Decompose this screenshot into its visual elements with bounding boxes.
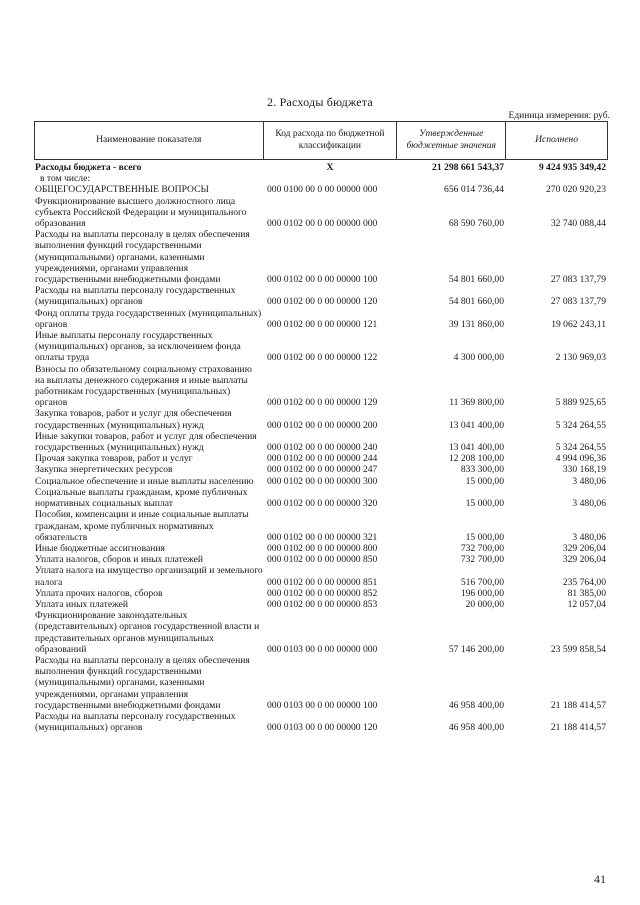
row-approved: 11 369 800,00 <box>449 397 504 409</box>
row-executed: 27 083 137,79 <box>550 274 606 286</box>
unit-label: Единица измерения: руб. <box>508 111 610 121</box>
row-code: 000 0102 00 0 00 00000 122 <box>267 352 378 364</box>
table-row <box>34 173 608 184</box>
row-approved: 15 000,00 <box>465 498 504 510</box>
row-name: Пособия, компенсации и иные социальные выплаты гражданам, кроме публичных нормативных обязательств <box>35 509 249 543</box>
row-code: 000 0102 00 0 00 00000 852 <box>267 587 378 599</box>
header-code: Код расхода по бюджетной классификации <box>263 122 397 160</box>
row-code <box>263 173 397 184</box>
row-executed: 32 740 088,44 <box>550 218 606 230</box>
row-executed: 27 083 137,79 <box>550 296 606 308</box>
row-code: 000 0102 00 0 00 00000 121 <box>267 318 378 330</box>
row-approved: 68 590 760,00 <box>448 218 504 230</box>
table-row <box>34 565 608 587</box>
table-row <box>34 476 608 487</box>
header-name: Наименование показателя <box>35 122 264 160</box>
row-approved: 516 700,00 <box>460 576 504 588</box>
row-approved: 12 208 100,00 <box>448 453 504 465</box>
row-name: Взносы по обязательному социальному страхованию на выплаты денежного содержания и иные выплаты работникам государственных (муниципальных) органов <box>35 363 252 409</box>
row-executed <box>506 173 608 184</box>
header-executed: Исполнено <box>506 122 608 160</box>
row-name: Уплата налогов, сборов и иных платежей <box>35 554 204 566</box>
row-approved <box>397 173 506 184</box>
row-name: Иные закупки товаров, работ и услуг для обеспечения государственных (муниципальных) нужд <box>35 430 257 454</box>
row-name: Расходы на выплаты персоналу в целях обеспечения выполнения функций государственными (муниципальными) органами, казенными учреждениями, органами управления государственными внебюджетными фондами <box>35 229 250 286</box>
row-approved: 54 801 660,00 <box>448 296 504 308</box>
row-approved: 39 131 860,00 <box>448 318 504 330</box>
row-approved: 4 300 000,00 <box>453 352 504 364</box>
row-code: 000 0102 00 0 00 00000 000 <box>267 218 378 230</box>
row-code: 000 0102 00 0 00 00000 320 <box>267 498 378 510</box>
row-approved: 54 801 660,00 <box>448 274 504 286</box>
row-executed: 5 324 264,55 <box>555 442 606 454</box>
table-row <box>34 196 608 230</box>
table-row <box>34 453 608 464</box>
row-executed: 270 020 920,23 <box>546 184 606 196</box>
table-row <box>34 464 608 475</box>
row-code: 000 0102 00 0 00 00000 800 <box>267 542 378 554</box>
row-approved: 20 000,00 <box>465 598 504 610</box>
row-code: 000 0102 00 0 00 00000 120 <box>267 296 378 308</box>
table-row <box>34 308 608 330</box>
row-name: Уплата иных платежей <box>35 598 129 610</box>
table-row <box>34 655 608 711</box>
row-name: Уплата налога на имущество организаций и земельного налога <box>35 565 263 588</box>
row-name: ОБЩЕГОСУДАРСТВЕННЫЕ ВОПРОСЫ <box>35 184 209 196</box>
table-row <box>34 431 608 453</box>
row-executed: 4 994 096,36 <box>555 453 606 465</box>
table-row <box>34 588 608 599</box>
row-approved: 13 041 400,00 <box>448 442 504 454</box>
row-code: 000 0103 00 0 00 00000 120 <box>267 722 378 734</box>
table-row <box>34 509 608 543</box>
row-name: Социальные выплаты гражданам, кроме публичных нормативных социальных выплат <box>35 486 248 510</box>
row-code: 000 0103 00 0 00 00000 000 <box>267 643 378 655</box>
row-name: Закупка товаров, работ и услуг для обеспечения государственных (муниципальных) нужд <box>35 408 232 431</box>
row-executed: 21 188 414,57 <box>550 699 606 711</box>
table-row <box>34 162 608 173</box>
table-row <box>34 599 608 610</box>
row-executed: 21 188 414,57 <box>550 722 606 734</box>
row-executed: 3 480,06 <box>572 475 606 487</box>
row-approved: 46 958 400,00 <box>448 699 504 711</box>
row-approved: 656 014 736,44 <box>444 184 504 196</box>
row-code: 000 0102 00 0 00 00000 851 <box>267 576 378 588</box>
row-approved: 732 700,00 <box>460 542 504 554</box>
row-code: 000 0102 00 0 00 00000 240 <box>267 442 378 454</box>
section-title: 2. Расходы бюджета <box>267 95 373 109</box>
header-approved: Утвержденные бюджетные значения <box>397 122 506 160</box>
row-name: Социальное обеспечение и иные выплаты населению <box>35 475 254 487</box>
row-name: Расходы на выплаты персоналу государственных (муниципальных) органов <box>35 285 236 308</box>
row-approved: 13 041 400,00 <box>448 419 504 431</box>
table-body <box>34 162 608 733</box>
row-executed: 329 206,04 <box>562 542 606 554</box>
row-name: Расходы бюджета - всего <box>35 162 142 173</box>
table-row <box>34 184 608 195</box>
row-name: Иные бюджетные ассигнования <box>35 542 165 554</box>
row-executed: 235 764,00 <box>562 576 606 588</box>
row-approved: 21 298 661 543,37 <box>432 162 504 173</box>
row-executed: 5 889 925,65 <box>555 397 606 409</box>
row-executed: 5 324 264,55 <box>555 419 606 431</box>
table-row <box>34 364 608 409</box>
table-row <box>34 610 608 655</box>
row-executed: 329 206,04 <box>562 554 606 566</box>
row-code: 000 0102 00 0 00 00000 244 <box>267 453 378 465</box>
row-name: Функционирование высшего должностного лица субъекта Российской Федерации и муниципального образования <box>35 195 247 230</box>
table-row <box>34 285 608 307</box>
row-name: Иные выплаты персоналу государственных (муниципальных) органов, за исключением фонда оплаты труда <box>35 330 241 364</box>
row-code: 000 0102 00 0 00 00000 247 <box>267 464 378 476</box>
table-row <box>34 408 608 430</box>
table-row <box>34 330 608 364</box>
table-row <box>34 554 608 565</box>
row-executed: 9 424 935 349,42 <box>538 162 606 173</box>
table-row <box>34 229 608 285</box>
table-row <box>34 487 608 509</box>
row-executed: 23 599 858,54 <box>550 643 606 655</box>
row-executed: 19 062 243,11 <box>551 318 606 330</box>
row-executed: 12 057,04 <box>567 598 606 610</box>
row-approved: 46 958 400,00 <box>448 722 504 734</box>
row-approved: 833 300,00 <box>460 464 504 476</box>
table-row <box>34 543 608 554</box>
row-executed: 330 168,19 <box>562 464 606 476</box>
table-header <box>34 121 608 160</box>
row-code: 000 0102 00 0 00 00000 853 <box>267 598 378 610</box>
row-name: Функционирование законодательных (представительных) органов государственной власти и представительных органов муниципальных образований <box>35 610 260 655</box>
row-code: 000 0102 00 0 00 00000 850 <box>267 554 378 566</box>
row-name: Фонд оплаты труда государственных (муниципальных) органов <box>35 307 262 330</box>
row-code: 000 0100 00 0 00 00000 000 <box>267 184 378 196</box>
row-executed: 81 385,00 <box>567 587 606 599</box>
row-name: в том числе: <box>40 173 91 185</box>
row-code: 000 0102 00 0 00 00000 129 <box>267 397 378 409</box>
row-executed: 3 480,06 <box>572 498 606 510</box>
row-executed: 2 130 969,03 <box>555 352 606 364</box>
row-name: Закупка энергетических ресурсов <box>35 464 173 476</box>
row-executed: 3 480,06 <box>572 531 606 543</box>
row-name: Расходы на выплаты персоналу в целях обеспечения выполнения функций государственными (муниципальными) органами, казенными учреждениями, органами управления государственными внебюджетными фондами <box>35 654 250 711</box>
row-code: 000 0102 00 0 00 00000 300 <box>267 475 378 487</box>
row-approved: 732 700,00 <box>460 554 504 566</box>
row-name: Расходы на выплаты персоналу государственных (муниципальных) органов <box>35 710 236 734</box>
row-name: Прочая закупка товаров, работ и услуг <box>35 453 193 465</box>
row-approved: 57 146 200,00 <box>448 643 504 655</box>
table-row <box>34 711 608 733</box>
row-approved: 196 000,00 <box>460 587 504 599</box>
row-code: 000 0102 00 0 00 00000 200 <box>267 419 378 431</box>
row-code: X <box>326 162 334 173</box>
row-code: 000 0102 00 0 00 00000 321 <box>267 531 378 543</box>
row-code: 000 0103 00 0 00 00000 100 <box>267 699 378 711</box>
page-number: 41 <box>594 872 606 886</box>
row-approved: 15 000,00 <box>465 531 504 543</box>
row-code: 000 0102 00 0 00 00000 100 <box>267 274 378 286</box>
row-name: Уплата прочих налогов, сборов <box>35 587 163 599</box>
row-approved: 15 000,00 <box>465 475 504 487</box>
